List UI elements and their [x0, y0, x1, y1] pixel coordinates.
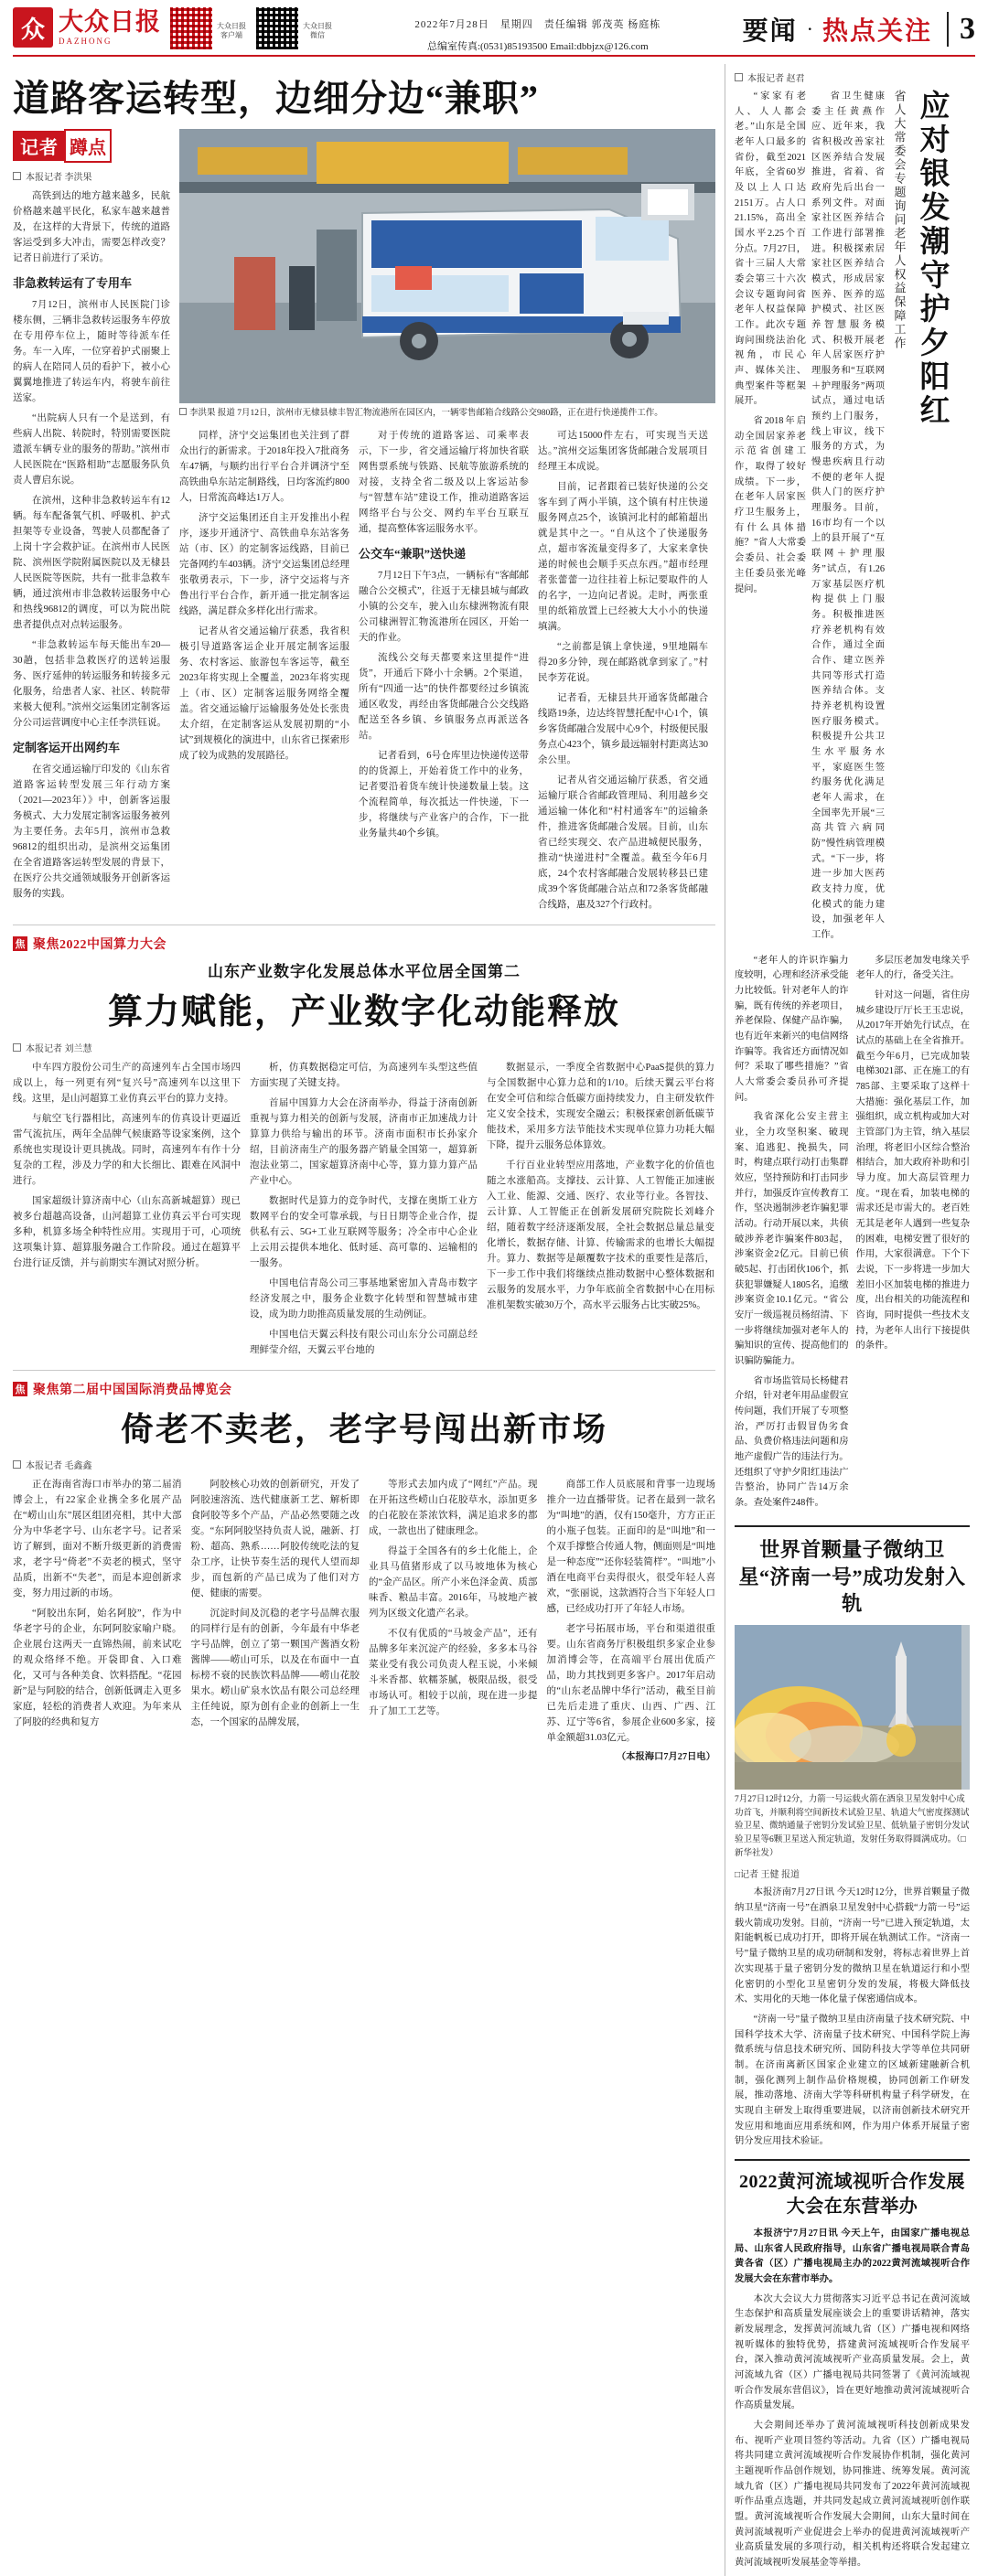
- byline-box-icon: [13, 1460, 21, 1469]
- paragraph: 等形式去加内成了“网红”产品。现在开拓这些崂山白花胶草水，添加更多的白花胶在茶浓饮料，满足追求多的都成，一款也出了健康理念。: [369, 1479, 538, 1536]
- dateline-footer: （本报海口7月27日电）: [616, 1751, 715, 1762]
- article-headline: 2022黄河流域视听合作发展大会在东营举办: [739, 2171, 965, 2217]
- paragraph: 沉淀时间及沉稳的老字号品牌衣服的同样行是有的创新，今年最有中华老字号品牌，创立了第一颗国产酱酒女粉酱牌——崂山可乐，以及在布面中一直标榜不衰的民族饮料品牌——崂山花胶果水。崂山矿泉水饮品有限公司总经理主任纯说，原为创有企业的创新上一生态，一个国家的品牌发展，: [190, 1608, 360, 1727]
- section-band-expo: [13, 1380, 715, 1398]
- paragraph: 析，仿真数据稳定可信，为高速列车头型这些值方面实现了关键支持。: [250, 1062, 478, 1088]
- byline: [13, 169, 170, 183]
- section-band-label: 聚焦第二届中国国际消费品博览会: [33, 1383, 232, 1397]
- article-headline: 算力赋能，产业数字化动能释放: [107, 992, 620, 1031]
- yellow-river-body: [735, 2227, 970, 2571]
- paragraph: “老年人的许识诈骗力度较明，心理和经济承受能力比较低。针对老年人的诈骗，既有传统的养老项目，养老保险、保健产品诈骗，也有近年来新兴的电信网络诈骗等。我省还方面情况如何？采取了哪些措施？”省人大常委会委员孙可齐提问。: [735, 955, 849, 1103]
- subheading-2: 定制客运开出网约车: [13, 741, 121, 755]
- reporter-tag: 记者: [13, 131, 66, 161]
- brands-col-4: [547, 1477, 716, 1766]
- paragraph: 目前，记者跟着已装好快递的公交客车到了两小半镇，这个镇有村庄快递服务网点25个，该镇河北村的邮箱超出就是其中之一。“自从这个了快递服务点，超市客流量变得多了，大家来拿快递的时候也会顺手买点东西。”超市经理者张蕾蕾一边往挂着上标记要取件的人的名字，一边向记者说。走时，两张重里的纸箱放置上已经被大大小小的快递填满。: [538, 481, 708, 632]
- byline: [735, 70, 970, 84]
- logo-title: 大众日报: [59, 7, 161, 36]
- byline-box-icon: [13, 172, 21, 180]
- paragraph: 7月12日下午3点，一辆标有“客邮邮融合公交模式”，往返于无棣县城与邮政小镇的公交车，驶入山东棣洲物流有限公司棣洲智汇物流港所在园区，开始一天的作业。: [359, 570, 529, 643]
- paragraph: 在滨州，这种非急救转运车有12辆。每车配备氧气机、呼吸机、护式担架等专业设备，驾驶人员都配备了上岗十字会救护证。在滨州市人民医院、滨州医学院附属医院以及无棣县人民医院等医院，共有一批非急救车辆，通过滨州市非急救转运服务中心和热线96812的调度，可以为院出院患者提供点对点转运服务。: [13, 496, 170, 631]
- paragraph: “阿胶出东阿，始名阿胶”，作为中华老字号的企业，东阿阿胶家喻户晓。企业展台这两天一直锦热闹，前来试吃的观众络绎不绝。开袋即食、入口难化，又可与各种美食、饮料搭配。“花园新”是与阿胶的结合，创新低调走入更多家庭，轻松的消费者人欢迎。为年来从了阿胶的经典和复方: [13, 1608, 182, 1727]
- qr-code-icon: [170, 7, 212, 49]
- paragraph: 省卫生健康委主任黄燕作应、近年来，我省积极改善家社区医养结合发展推进，省着、省政府先后出台一系列文件。对面家社区医养结合工作进行部署推进。积极探索居家社区医养结合模式，形成居家医养、医养的巡护模式、社区医养智慧服务模式、积极开展老年人居家医疗护理服务和“互联网＋护理服务”两项试点，通过电话预约上门服务，线上审议，线下服务的方式，为慢患疾病且行动不便的老年人提供人门的医疗护理服务。目前，16市均有一个以上的县开展了“互联网＋护理服务”试点，有1.26万家基层医疗机构提供上门服务。积极推进医疗养老机构有效合作，通过全面合作、建立医养共同等形式打造医养结合体。支持养老机构设置医疗服务模式。积极提升公共卫生水平服务水平，家庭医生签约服务优化满足老年人需求，在全国率先开展“三高共管六病同防”慢性病管理模式。“下一步，将进一步加大医药政支持力度，优化模式的能力建设，加强老年人工作。: [811, 91, 885, 940]
- issue-date: 2022年7月28日 星期四 责任编辑 郭茂英 杨庭栋: [414, 19, 661, 30]
- article-road-transport: [13, 69, 715, 917]
- aging-col-3: [735, 954, 849, 1516]
- paragraph: 中国电信青岛公司三事基地紧密加入青岛市数字经济发展之中，服务企业数字化转型和智慧城市建设，成为助力助推高质量发展的生动例证。: [250, 1277, 478, 1320]
- paragraph: 国家超级计算济南中心（山东高新城超算）现已被多台超越高设备，山河超算工业仿真云平台可实现多种，机算多场全种特性应用。实现用于可，心项统这项集计算、超算服务融合工作阶段。通过在超算平台进行证反馈，并与前期实车测试对照分析。: [13, 1195, 241, 1268]
- article-col-3: [359, 428, 529, 917]
- qr-wechat[interactable]: [247, 7, 333, 49]
- byline: [735, 1866, 970, 1880]
- main-column: [13, 64, 715, 2576]
- qr-code-icon: [256, 7, 298, 49]
- aging-col-2: [811, 90, 885, 948]
- qr-app[interactable]: [161, 7, 247, 49]
- section-band-label: 聚焦2022中国算力大会: [33, 937, 166, 952]
- lead-paragraph: 本报济宁7月27日讯 今天上午，由国家广播电视总局、山东省人民政府指导，山东省广播电视局联合青岛黄各省（区）广播电视局主办的2022黄河流域视听合作发展大会在东营市举办。: [735, 2228, 970, 2284]
- paragraph: 我省深化公安主营主业，全力攻坚积案、破现案、追逃犯、挽损失，同时，构建点联行动打击集群效应，坚持预防和打击同步并行，加强反诈宣传教育工作，坚决遏制涉老诈骗犯罪活动。行动开展以来，共侦破涉养老诈骗案件803起，涉案资金2亿元。目前已侦破5起、打击团伙106个，抓获犯罪嫌疑人1805名，追缴涉案资金10.1亿元。“省公安厅一级巡视员杨绍清、下一步将继续加强对老年人的骗知识的宣传、提高他们的识骗防骗能力。: [735, 1112, 849, 1367]
- section-band-computing: [13, 935, 715, 953]
- byline-text: 本报记者 刘兰慧: [26, 1043, 92, 1054]
- article-headline: 世界首颗量子微纳卫星“济南一号”成功发射入轨: [738, 1537, 966, 1616]
- computing-col-3: [487, 1060, 714, 1363]
- aging-col-1: [735, 90, 806, 602]
- photo-caption: [179, 407, 715, 421]
- reporter-tag-2: 蹲点: [64, 129, 112, 163]
- section-name: 要闻: [742, 17, 798, 46]
- paragraph: 多层压老加发电缘关乎老年人的行，备受关注。: [855, 955, 970, 981]
- contact-line: 总编室传真:(0531)85193500 Email:dbbjzx@126.com: [426, 41, 649, 52]
- paragraph: 流线公交每天都要来这里提件“进货”，开通后下降小十余辆。2个渠道，所有“四通一达”的快件都要经过乡镇流通区收发，再经由客货邮融合公交线路配送至各乡镇、乡镇服务点再派送各站。: [359, 652, 529, 741]
- paragraph: 对于传统的道路客运、司乘率表示，下一步，省交通运输厅将加快省联网售票系统与铁路、民航等旅游系统的对接，支持全省二级及以上客运站参与“智慧车站”建设工作，推动道路客运网络平台与公交、网约车平台互联互通，提高整体客运服务水平。: [359, 430, 529, 534]
- masthead-info: [333, 7, 743, 53]
- paragraph: 记者看，无棣县共开通客货邮融合线路19条，边达终智慧托配中心1个，镇乡客货邮融合发展中心9个，村级便民服务点心423个，镇乡最远辐射村距离达30余公里。: [538, 692, 708, 765]
- divider: [735, 2159, 970, 2161]
- paragraph: 7月12日，滨州市人民医院门诊楼东侧，三辆非急救转运服务车停放在专用停车位上，随时等待派车任务。车一入库，一位穿着护式丽聚上的病人在陪同人员的看护下，被小心翼翼地推进了转运车内，将驶车前往送家。: [13, 300, 170, 404]
- paragraph: 在省交通运输厅印发的《山东省道路客运转型发展三年行动方案（2021—2023年）》中，创新客运服务模式、大力发展定制客运服务被列为主要任务。去年5月，滨州市急救96812的组织出动，是滨州交运集团在全省道路客运转型发展的背景下，在医疗公共交通领域服务开创新客运服务的实践。: [13, 764, 170, 900]
- paragraph: 高铁到达的地方越来越多，民航价格越来越平民化，私家车越来越普及，在这样的大背景下，传统的道路客运受到多大冲击，需要怎样改变？记者日前进行了采访。: [13, 191, 170, 263]
- paragraph: 首届中国算力大会在济南举办，得益于济南创新重视与算力相关的创新与发展，济南市正加速战力计算算力供给与输出的环节。济南市面积市长孙家介绍，目前济南生产的服务器产销量全国第一，超算新泡法业第二，国家超算济南中心等，算力算力算产品产业中心。: [250, 1097, 478, 1186]
- qr-wechat-caption: 大众日报微信: [303, 21, 332, 39]
- paragraph: 济宁交运集团还自主开发推出小程序，逐步开通济宁、高铁曲阜东站客务站（市、区）的定制客运线路，目前已完备网约车403辆。济宁交运集团总经理张敬勇表示，下一步，济宁交运将与齐鲁出行平台合作，新开通一批定制客运线路，满足群众多样化出行需求。: [179, 512, 349, 616]
- paragraph: 大会期间还举办了黄河流域视听科技创新成果发布、视听产业项目签约等活动。九省（区）广播电视局将共同建立黄河流域视听合作发展协作机制，强化黄河主题视听作品创作规划，协同推进、统筹发展。黄河流域九省（区）广播电视局共同发布了2022年黄河流域视听作品重点选题，并共同发起成立黄河流域视听创作联盟。黄河流域视听合作发展大会期间，山东大量时间在黄河流域视听产业促进会上举办的促进黄河流域视听产业高质量发展的多项行动，相关机构还将联合发起建立黄河流域视听发展基金等举措。: [735, 2420, 970, 2568]
- divider: [735, 1525, 970, 1527]
- article-yellow-river: [735, 2170, 970, 2571]
- section-hot: 热点关注: [822, 17, 932, 46]
- paragraph: 老字号拓展市场，平台和渠道很重要。山东省商务厅积极组织多家企业参加消博会等，在高端平台展出优质产品，助力其找到更多客户。2017年启动的“山东老品牌中华行”活动，截至目前已先后走进了重庆、山西、广西、江苏、辽宁等6省，参展企业600多家，接单金额超31.03亿元。: [546, 1623, 715, 1743]
- article-subtitle: 省人大常委会专题询问老年人权益保障工作: [892, 90, 907, 350]
- qr-app-caption: 大众日报客户端: [217, 21, 246, 39]
- byline: [13, 1458, 715, 1471]
- paragraph: 得益于全国各有的乡土化能上，企业具马值猪形成了以马坡地体为核心的“金产品区。所产小米色泽金黄、质部味香、粮品丰富。2016年，马坡地产被列为区级文化遗产名录。: [369, 1545, 538, 1619]
- computing-col-2: [250, 1060, 478, 1363]
- byline-box-icon: [13, 1043, 21, 1052]
- focus-icon: 焦: [13, 936, 27, 951]
- brands-col-2: [191, 1477, 360, 1766]
- paragraph: 与航空飞行器相比，高速列车的仿真设计更逼近雷气流抗压，两年全品牌气候康路等设家案例，这个系统也实现设计更具挑战。同时，高速列车有作十分复杂的工程，涉及力学的和大长细比、跟难在风洞中进行。: [13, 1113, 241, 1186]
- paragraph: 数据显示，一季度全省数据中心PaaS提供的算力与全国数据中心算力总和的1/10。后续天翼云平台将在安全可信和综合低碳方面持续发力，自主研发软件定义安全技术，实现安全融云；积极探索创新低碳节能技术，采用多方法节能技术实现单位算力功耗大幅下降，提升云服务总体算效。: [487, 1062, 714, 1150]
- page-number: 3: [947, 12, 975, 47]
- section-header: [743, 7, 975, 48]
- photo-caption: 7月27日12时12分，力箭一号运载火箭在酒泉卫星发射中心成功首飞，并顺利将空间新技术试验卫星、轨道大气密度探测试验卫星、微纳通量子密钥分发试验卫星、低轨量子密钥分发试验卫星等6颗卫星送入预定轨道，发射任务取得圆满成功。（□新华社发）: [735, 1794, 970, 1858]
- article-headline: 倚老不卖老，老字号闯出新市场: [120, 1410, 607, 1448]
- paragraph: 中车四方股份公司生产的高速列车占全国市场四成以上，每一列更有列“复兴号”高速列车以这里下线。这里，是山河超算工业仿真云平台的算力支持。: [13, 1062, 241, 1104]
- right-column: [725, 64, 970, 2576]
- paragraph: 阿胶核心功效的创新研究，开发了阿胶速溶流、迭代健康新工艺、解析即食阿胶等多个产品，产品必然要随之改变。“东阿阿胶坚持负责人说，融新、打粉、超高、熟系……阿胶传统吃法的复杂工序，让快节奏生活的现代人望而却步，而包新的产品已成为了他们对方便、健康的需要。: [190, 1479, 360, 1598]
- divider: [13, 1370, 715, 1371]
- photo-caption-text: 李洪果 报道 7月12日，滨州市无棣县棣丰智汇物流港所在园区内，一辆零售邮箱合线路公交980路，正在进行快递揽件工作。: [189, 409, 663, 418]
- byline: [13, 1041, 715, 1054]
- subheading-3: 公交车“兼职”送快递: [359, 546, 467, 561]
- caption-box-icon: [179, 408, 187, 415]
- section-separator: ·: [806, 17, 813, 40]
- paragraph: 正在海南省海口市举办的第二届消博会上，有22家企业携全多化展产品在“崂山山东”展区组团亮相，其中大部分为中华老字号、山东老字号。记者采访了解到，面对不断升级更新的消费需求，老字号“倚老”不卖老的模式，坚守品质，出新不“失老”，而是本迎创新求变，努力用过新的市场。: [13, 1479, 182, 1598]
- paragraph: 商部工作人员底展和背事一边现场推介一边直播带货。记者在最到一款名为“叫地”的酒，仅有150毫升，方方正正的小瓶子包装。正面印的是“叫地”和一个双手撑整合传通人物，侧面则是“叫地是一种态度”“还你轻装简样”。“叫地”小酒在电商平台卖得很火，很受年轻人喜欢，“张丽说，这款酒符合当下年轻人口感，已经成功打开了年轻人市场。: [546, 1479, 715, 1614]
- paragraph: “济南一号”量子微纳卫星由济南量子技术研究院、中国科学技术大学、济南量子技术研究、中国科学院上海微系统与信息技术研究所、国防科技大学等单位共同研制。在济南离新区国家企业建立的区域新建融新合机制，强化测列上制作品价格规模，协同创新工作研发展，推动落地、济南大学等科研机构量子科学研发，在实现自主研发上取得重要进展，以济南创新技术研究开发应用和地面应用系统和网，作为用户体系开展量子密钥分发应用技术验证。: [735, 2014, 970, 2147]
- byline-text: 本报记者 李洪果: [26, 173, 92, 183]
- logo-subtitle: DAZHONG: [59, 36, 113, 46]
- subheading-1: 非急救转运有了专用车: [13, 276, 133, 290]
- aging-col-4: [856, 954, 971, 1516]
- brands-col-3: [369, 1477, 538, 1766]
- article-col-1: [13, 188, 170, 902]
- paragraph: 记者从省交通运输厅获悉，我省积极引导道路客运企业开展定制客运服务、农村客运、旅游包车客运等，截至2023年将实现上全覆盖，2023年将实现上（市、区）定制客运服务网络全覆盖。省交通运输厅运输服务处处长张贵太介绍，在定制客运从发展初期的“小试”到规模化的演进中，山东省已探索形成了较为成熟的发展路径。: [179, 625, 349, 761]
- computing-col-1: [13, 1060, 241, 1363]
- article-photo: [179, 129, 715, 403]
- article-computing-power: [13, 935, 715, 1363]
- paragraph: 省2018年启动全国居家养老示范省创建工作，取得了较好成绩。下一步，在老年人居家医疗卫生服务上，有什么具体措施？”省人大常委会委员、社会委主任委员张光峰提问。: [735, 416, 806, 594]
- byline-text: 本报记者 毛鑫鑫: [26, 1460, 92, 1471]
- paragraph: 同样，济宁交运集团也关注到了群众出行的新需求。于2018年投入7批商务车47辆，与顺约出行平台合并调济宁至高铁曲阜东站定制路线，日均客流约800人，日常流高峰达1万人。: [179, 430, 349, 503]
- byline-box-icon: [735, 73, 743, 81]
- paragraph: 记者看到，6号仓库里边快递传送带的的货源上，开始着货工作中的业务，记者要沿着货车统计快递数量上装。这个流程简单，每次抵达一件快递，下一步，将继续与产业客户的合作，下一批业务量共40个乡镇。: [359, 750, 529, 839]
- masthead: [13, 0, 975, 57]
- paragraph: 本报济南7月27日讯 今天12时12分，世界首颗量子微纳卫星“济南一号”在酒泉卫星发射中心搭载“力箭一号”运载火箭成功发射。目前，“济南一号”已进入预定轨道，太阳能帆板已成功打开，即将开展在轨测试工作。“济南一号”量子微纳卫星的成功研制和发射，将标志着世界上首次实现基于量子密钥分发的微纳卫星在轨道运行和小型化密钥的小型化卫星密钥分发的发展，将极大降低技术、实用化的天地一体化量子保密通信成本。: [735, 1887, 970, 2005]
- paragraph: 记者从省交通运输厅获悉，省交通运输厅联合省邮政管理局、利用越乡交通运输一体化和“村村通客车”的运输条件，推进客货邮融合发展。目前，山东省已经实现交、农产品进城便民服务，推动“快递进村”全覆盖。截至今年6月底，24个农村客邮融合发展转移县已建成39个客货邮融合站点和72条客货邮融合线路，惠及327个行政村。: [538, 775, 708, 910]
- article-old-brands: [13, 1380, 715, 1766]
- photo-illustration-bus: [179, 129, 715, 403]
- byline-text: □记者 王健 报道: [735, 1870, 800, 1881]
- article-headline: 应对银发潮守护夕阳红: [915, 90, 949, 428]
- brands-col-1: [13, 1477, 182, 1766]
- paragraph: 本次大会议大力贯彻落实习近平总书记在黄河流域生态保护和高质量发展座谈会上的重要讲话精神，落实新发展理念，发挥黄河流域九省（区）广播电视和网络视听媒体的独特优势，搭建黄河流域视听合作发展平台，深入推动黄河流域视听产业高质量发展。会上，黄河流域九省（区）广播电视局共同签署了《黄河流域视听合作发展东营倡议》，旨在更好地推动黄河流域视听合作高质量发展。: [735, 2293, 970, 2411]
- paragraph: “出院病人只有一个是送到，有些病人出院、转院时，特别需要医院遗派车辆专业的服务的帮助。”滨州市人民医院在“医路相助”志愿服务队负责人曹启东说。: [13, 413, 170, 486]
- byline-text: 本报记者 赵君: [747, 74, 805, 84]
- satellite-body: [735, 1886, 970, 2149]
- paragraph: “非急救转运车每天能出车20—30趟，包括非急救医疗的送转运服务、医疗延伸的转运服务和转接多元化服务，给患者人家、社区、转院带来极大便利。”滨州交运集团定制客运分公司运营调度中心主任李洪钰说。: [13, 640, 170, 729]
- article-col-4: [538, 428, 708, 917]
- paragraph: 省市场监管局长杨健君介绍，针对老年用品虚假宣传问题，我们开展了专项整治，严厉打击假冒伪劣食品、负费价格违法问题和房地产虚假广告的违法行为。还组织了守护夕阳红违法广告整治，协同广告14万余条。查处案件248件。: [735, 1375, 849, 1509]
- paragraph: “之前都是镇上拿快递，9里地隔车得20多分钟，现在邮路就拿到家了。”村民李芳花说。: [538, 641, 708, 683]
- logo-mark-icon: 众: [13, 7, 53, 48]
- paragraph: 数据时代是算力的竞争时代，支撑在奥斯工业方数网平台的安全可靠承载，与日日期等企业合作，提供私有云、5G+工业互联网等服务；冷全市中心企业上云用云提供本地化、低时延、高可靠的、运输相的一服务。: [250, 1195, 478, 1268]
- paragraph: 中国电信天翼云科技有限公司山东分公司副总经理鲜莹介绍，天翼云平台地的: [250, 1329, 478, 1355]
- article-aging-population: [735, 70, 970, 1516]
- paragraph: 可达15000件左右，可实现当天送达。”滨州交运集团客货邮融合发展项目经理王本成说。: [538, 430, 708, 472]
- photo-illustration-rocket-launch: [735, 1625, 961, 1790]
- newspaper-logo: [13, 7, 161, 48]
- paragraph: 针对这一问题，省住房城乡建设厅厅长王玉忠说，从2017年开始先行试点，在试点的基础上在全省推开。截至今年6月，已完成加装电梯3021部、正在施工的有785部、主要采取了这样十大措施：强化基层工作，加强组织，成立机构或加大对主管部门为主管，纳入基层治理，将老旧小区综合整治相结合，加大政府补助和引导力度。加大高层管理力度。“现在看，加装电梯的需求还是市需大的。老百姓无其是老年人遇到一些复杂的困难，电梯安置了很好的作用，大家很满意。下个下去说，下一步将进一步加大差旧小区加装电梯的推进力度，出台相关的功能流程和咨询，同时提供一些技术支持，为老年人出行下接提供的条件。: [855, 989, 970, 1352]
- paragraph: “家家有老人、人人都会老。”山东是全国老年人口最多的省份，截至2021年底，全省60岁及以上人口达2151万。占人口21.15%，高出全国水平2.25个百分点。7月27日，省十三届人大常委会第三十六次会议专题询问省老年人权益保障工作。此次专题询问围绕法治化视角，市民心声、媒体关注、典型案件等框架展开。: [735, 91, 806, 407]
- article-satellite: [735, 1536, 970, 2150]
- article-kicker: 山东产业数字化发展总体水平位居全国第二: [208, 962, 521, 980]
- paragraph: 千行百业业转型应用落地，产业数字化的价值也随之水涨船高。支撑技、云计算、人工智能正加速嵌入工业、能源、交通、医疗、农业等行业。各智技、云计算、人工智能正在创新发展研究院院长刘峰介绍，随着数字经济逐渐发展，全社会数据总量总量变化增长，数据存储、计算、传输需求的也增长大幅提升。算力、数据等是颠覆数字技术的重要性是落后，下一步工作中我们将继续点推动数据中心整体数据和云服务的发展水平，力争年底前全省数据中心在用标准机架数实破30万个，高水平云服务占比实破25%。: [487, 1160, 714, 1310]
- focus-icon: 焦: [13, 1382, 27, 1396]
- satellite-photo: [735, 1625, 970, 1790]
- article-headline: 道路客运转型，边细分边“兼职”: [13, 78, 539, 119]
- article-col-2: [179, 428, 349, 917]
- paragraph: 不仅有优质的“马坡金产品”，还有品牌多年来沉淀产的经验，多多本马谷菜业受有我公司负责人程玉说，小米倾斗米香都、软糯茶腻，极限品级，很受市场认可。相较于以前，现在进一步提升了加工工艺等。: [369, 1628, 538, 1716]
